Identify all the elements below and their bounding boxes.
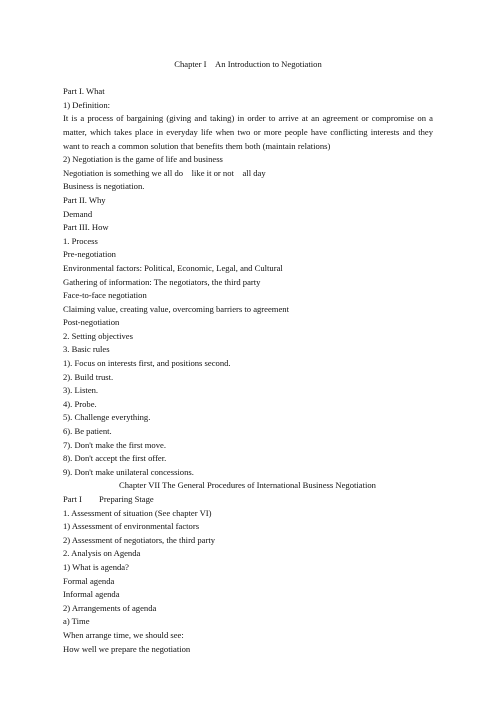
text-line: Pre-negotiation bbox=[63, 249, 116, 260]
text-line: Demand bbox=[63, 208, 93, 219]
text-line: Negotiation is something we all do like it or not all day bbox=[63, 167, 266, 178]
text-line: Face-to-face negotiation bbox=[63, 290, 147, 301]
text-line: 3. Basic rules bbox=[63, 344, 110, 355]
text-line: Business is negotiation. bbox=[63, 181, 145, 192]
part-heading: Part III. How bbox=[63, 222, 109, 233]
spacer bbox=[63, 72, 433, 86]
text-line: Gathering of information: The negotiators, the third party bbox=[63, 276, 261, 287]
rule-item: 3). Listen. bbox=[63, 385, 99, 396]
part-heading: Part II. Why bbox=[63, 194, 106, 205]
text-line: Informal agenda bbox=[63, 589, 120, 600]
chapter-title: Chapter I An Introduction to Negotiation bbox=[174, 59, 322, 69]
text-line: 1) Assessment of environmental factors bbox=[63, 521, 200, 532]
text-line: 1. Assessment of situation (See chapter VI) bbox=[63, 507, 212, 518]
text-line: Post-negotiation bbox=[63, 317, 120, 328]
text-line: 2. Analysis on Agenda bbox=[63, 548, 141, 559]
rule-item: 1). Focus on interests first, and positions second. bbox=[63, 358, 231, 369]
rule-item: 7). Don't make the first move. bbox=[63, 439, 166, 450]
rule-item: 5). Challenge everything. bbox=[63, 412, 151, 423]
part-heading: Part I. What bbox=[63, 86, 105, 97]
text-line: Environmental factors: Political, Economic, Legal, and Cultural bbox=[63, 262, 283, 273]
rule-item: 8). Don't accept the first offer. bbox=[63, 453, 167, 464]
part-heading: Part I Preparing Stage bbox=[63, 494, 154, 504]
text-line: Claiming value, creating value, overcoming barriers to agreement bbox=[63, 303, 289, 314]
rule-item: 2). Build trust. bbox=[63, 371, 114, 382]
text-line: 2) Negotiation is the game of life and business bbox=[63, 154, 223, 165]
text-line: When arrange time, we should see: bbox=[63, 629, 184, 640]
text-line: 1. Process bbox=[63, 235, 98, 246]
definition-heading: 1) Definition: bbox=[63, 99, 111, 110]
text-line: How well we prepare the negotiation bbox=[63, 643, 191, 654]
text-line: 2. Setting objectives bbox=[63, 330, 133, 341]
text-line: a) Time bbox=[63, 616, 90, 627]
definition-paragraph: It is a process of bargaining (giving and taking) in order to arrive at an agreement or compromise on a matter, which takes place in everyday life when two or more people have conflicting interests and they want to reach a common solution that benefits them both (maintain relations) bbox=[63, 113, 433, 151]
rule-item: 4). Probe. bbox=[63, 398, 97, 409]
rule-item: 6). Be patient. bbox=[63, 426, 112, 437]
text-line: 2) Arrangements of agenda bbox=[63, 602, 157, 613]
text-line: 2) Assessment of negotiators, the third party bbox=[63, 534, 216, 545]
text-line: 1) What is agenda? bbox=[63, 561, 129, 572]
text-line: Formal agenda bbox=[63, 575, 115, 586]
chapter-title: Chapter VII The General Procedures of International Business Negotiation bbox=[119, 480, 376, 491]
rule-item: 9). Don't make unilateral concessions. bbox=[63, 466, 194, 477]
document-body bbox=[63, 58, 433, 656]
